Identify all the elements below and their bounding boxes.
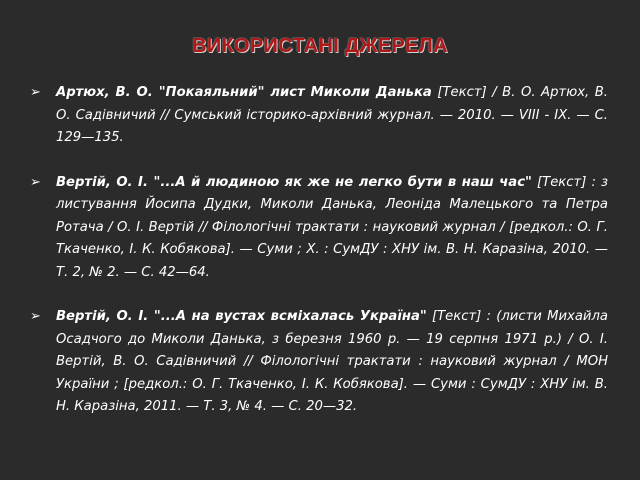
reference-details: [Текст] : (листи Михайла Осадчого до Миколи Данька, з березня 1960 р. — 19 серпня 1971 р.) / О. І. Вертій, В. О. Садівничий // Філологічні трактати : науковий журнал / МОН України ; [редкол.: О. Г. Ткаченко, І. К. Кобякова]. — Суми : СумДУ : ХНУ ім. В. Н. Каразіна, 2011. — Т. 3, № 4. — С. 20—32.: [56, 309, 608, 414]
reference-details: [Текст] / В. О. Артюх, В. О. Садівничий // Сумський історико-архівний журнал. — 2010. — VIII - IX. — С. 129—135.: [56, 85, 608, 145]
reference-author-title: Артюх, В. О. "Покаяльний" лист Миколи Данька: [56, 85, 432, 100]
arrow-bullet-icon: ➢: [30, 85, 41, 100]
reference-details: [Текст] : з листування Йосипа Дудки, Миколи Данька, Леоніда Малецького та Петра Ротача / О. І. Вертій // Філологічні трактати : науковий журнал / [редкол.: О. Г. Ткаченко, І. К. Кобякова]. — Суми ; Х. : СумДУ : ХНУ ім. В. Н. Каразіна, 2010. — Т. 2, № 2. — С. 42—64.: [56, 174, 608, 280]
reference-item: [30, 306, 608, 419]
references-list: [30, 82, 608, 419]
reference-item: [30, 172, 608, 285]
slide-title: ВИКОРИСТАНІ ДЖЕРЕЛА: [192, 35, 448, 57]
reference-author-title: Вертій, О. І. "...А й людиною як же не легко бути в наш час": [56, 174, 532, 190]
reference-item: [30, 82, 608, 150]
arrow-bullet-icon: ➢: [30, 309, 41, 324]
reference-author-title: Вертій, О. І. "...А на вустах всміхалась Україна": [56, 309, 427, 324]
arrow-bullet-icon: ➢: [30, 174, 41, 190]
